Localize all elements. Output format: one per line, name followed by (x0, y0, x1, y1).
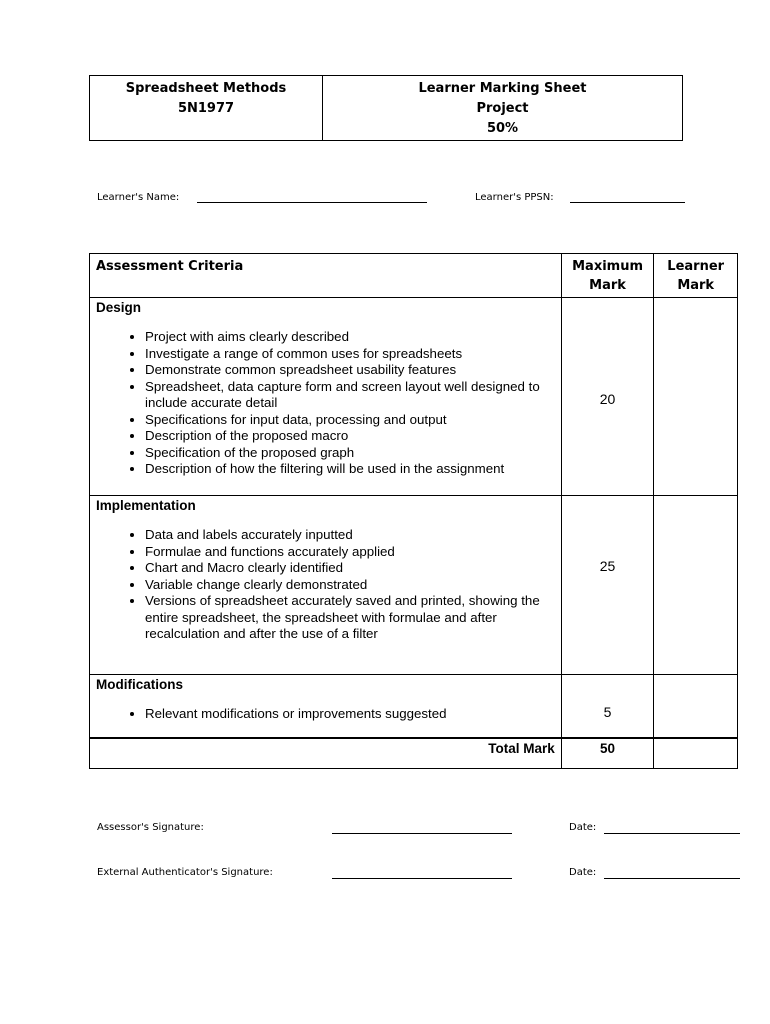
table-row (90, 496, 738, 675)
section-title-design: Design (96, 300, 142, 315)
table-row (90, 675, 738, 738)
list-item: • Specifications for input data, processing and output (145, 412, 561, 429)
total-learner-mark[interactable] (654, 738, 738, 769)
list-item: • Project with aims clearly described (145, 329, 561, 346)
total-value: 50 (561, 738, 654, 769)
assessor-date-line[interactable] (604, 833, 740, 834)
col-header-learner: Learner Mark (654, 254, 738, 298)
sheet-title: Learner Marking Sheet (418, 81, 587, 96)
col-header-max: Maximum Mark (561, 254, 654, 298)
modifications-list (90, 706, 561, 723)
assessment-table (89, 253, 738, 769)
list-item: • Versions of spreadsheet accurately saved and printed, showing the entire spreadsheet, the spreadsheet with formulae and after recalculation and after the use of a filter (145, 593, 561, 643)
learner-name-label: Learner's Name: (97, 192, 180, 203)
section-title-implementation: Implementation (96, 498, 196, 513)
external-signature-line[interactable] (332, 878, 512, 879)
total-row (90, 738, 738, 769)
header-table (89, 75, 683, 141)
modifications-max-mark: 5 (561, 675, 654, 738)
learner-name-line[interactable] (197, 202, 427, 203)
learner-ppsn-line[interactable] (570, 202, 685, 203)
list-item: • Variable change clearly demonstrated (145, 577, 561, 594)
design-learner-mark[interactable] (654, 298, 738, 496)
sheet-weight: 50% (486, 121, 519, 136)
list-item: • Description of how the filtering will be used in the assignment (145, 461, 561, 478)
list-item: • Spreadsheet, data capture form and screen layout well designed to include accurate detail (145, 379, 561, 412)
design-criteria-cell (90, 298, 562, 496)
implementation-learner-mark[interactable] (654, 496, 738, 675)
modifications-criteria-cell (90, 675, 562, 738)
course-cell (90, 76, 323, 141)
external-signature-label: External Authenticator's Signature: (97, 867, 273, 878)
list-item: • Formulae and functions accurately applied (145, 544, 561, 561)
design-max-mark: 20 (561, 298, 654, 496)
course-code: 5N1977 (177, 101, 235, 116)
total-label: Total Mark (90, 738, 562, 769)
external-date-label: Date: (569, 867, 597, 878)
assessor-signature-label: Assessor's Signature: (97, 822, 204, 833)
assessor-date-label: Date: (569, 822, 597, 833)
list-item: • Description of the proposed macro (145, 428, 561, 445)
design-list (90, 329, 561, 478)
list-item: • Data and labels accurately inputted (145, 527, 561, 544)
list-item: • Specification of the proposed graph (145, 445, 561, 462)
sheet-cell (323, 76, 683, 141)
implementation-list (90, 527, 561, 643)
list-item: • Chart and Macro clearly identified (145, 560, 561, 577)
assessor-signature-line[interactable] (332, 833, 512, 834)
list-item: • Investigate a range of common uses for spreadsheets (145, 346, 561, 363)
external-date-line[interactable] (604, 878, 740, 879)
section-title-modifications: Modifications (96, 677, 183, 692)
table-row (90, 298, 738, 496)
modifications-learner-mark[interactable] (654, 675, 738, 738)
implementation-criteria-cell (90, 496, 562, 675)
implementation-max-mark: 25 (561, 496, 654, 675)
course-title: Spreadsheet Methods (125, 81, 287, 96)
sheet-type: Project (476, 101, 529, 116)
col-header-criteria: Assessment Criteria (90, 254, 562, 298)
list-item: • Demonstrate common spreadsheet usability features (145, 362, 561, 379)
learner-ppsn-label: Learner's PPSN: (475, 192, 554, 203)
list-item: • Relevant modifications or improvements suggested (145, 706, 561, 723)
